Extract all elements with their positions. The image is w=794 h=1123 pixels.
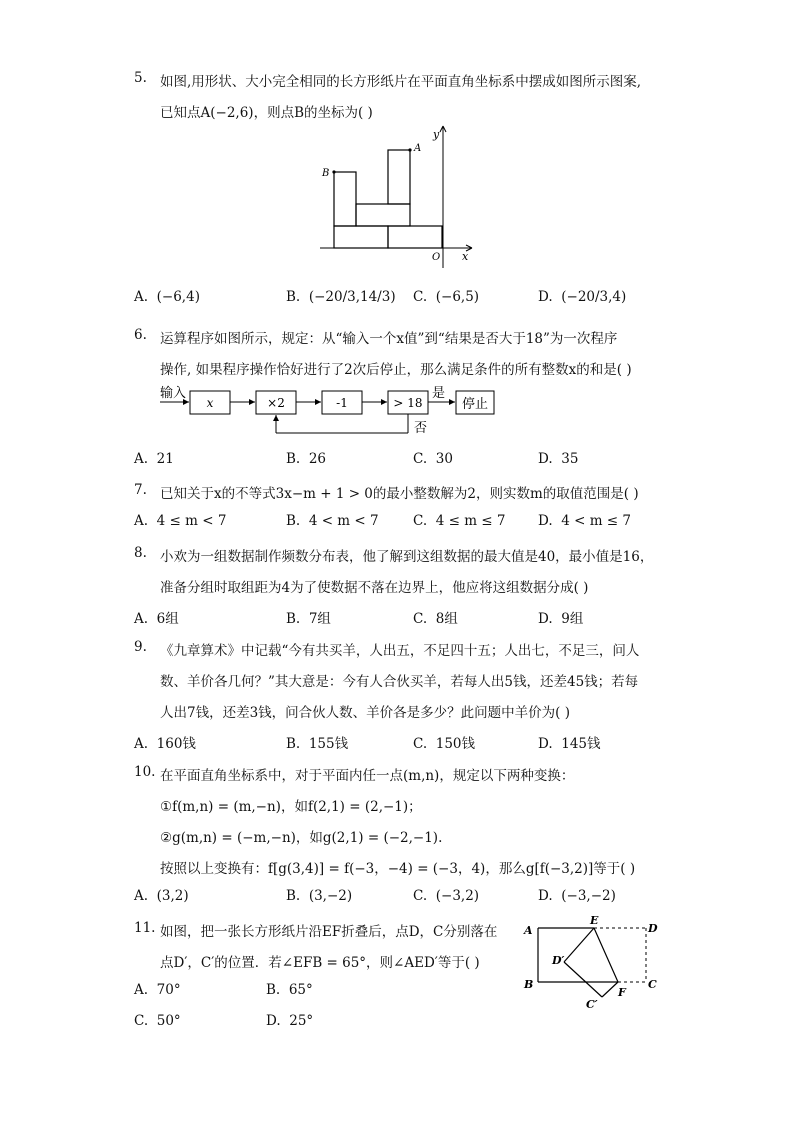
q5-y-axis-label: y	[433, 128, 440, 141]
q11-label-C-prime: C′	[586, 998, 598, 1011]
q7-option-b[interactable]: B. 4 < m < 7	[286, 513, 379, 529]
q8-option-d[interactable]: D. 9组	[538, 611, 584, 627]
q6-flow-yes-label: 是	[432, 386, 446, 401]
q11-label-A: A	[524, 924, 533, 937]
q6-stem-line1: 运算程序如图所示，规定：从“输入一个x值”到“结果是否大于18”为一次程序	[160, 331, 618, 347]
q5-point-B-label: B	[322, 168, 330, 179]
q10-number: 10.	[134, 764, 156, 780]
q6-flow-box-x: x	[206, 396, 214, 410]
q6-flow-box-times2: ×2	[267, 396, 285, 410]
q11-figure	[520, 912, 670, 1012]
q6-stem-line2: 操作, 如果程序操作恰好进行了2次后停止，那么满足条件的所有整数x的和是( )	[160, 362, 632, 378]
q11-label-B: B	[524, 978, 534, 991]
q11-label-E: E	[590, 914, 599, 927]
q5-origin-label: O	[432, 252, 441, 263]
q5-option-c[interactable]: C. (−6,5)	[413, 289, 480, 305]
q5-x-axis-label: x	[462, 250, 469, 263]
q6-option-a[interactable]: A. 21	[134, 451, 174, 467]
q10-option-a[interactable]: A. (3,2)	[134, 888, 189, 904]
q5-option-b[interactable]: B. (−20/3,14/3)	[286, 289, 396, 305]
q7-number: 7.	[134, 482, 147, 498]
q11-option-a[interactable]: A. 70°	[134, 982, 181, 998]
q8-stem-line2: 准备分组时取组距为4为了使数据不落在边界上，他应将这组数据分成( )	[160, 580, 589, 596]
q8-number: 8.	[134, 545, 147, 561]
q9-stem-line2: 数、羊价各几何？”其大意是：今有人合伙买羊，若每人出5钱，还差45钱；若每	[160, 674, 639, 690]
q5-stem-line1: 如图,用形状、大小完全相同的长方形纸片在平面直角坐标系中摆成如图所示图案,	[160, 74, 642, 90]
q6-flow-stop-box: 停止	[461, 397, 489, 412]
q6-option-c[interactable]: C. 30	[413, 451, 453, 467]
q9-option-c[interactable]: C. 150钱	[413, 736, 476, 752]
q11-label-C: C	[648, 978, 657, 991]
q9-stem-line1: 《九章算术》中记载“今有共买羊，人出五，不足四十五；人出七，不足三，问人	[160, 643, 640, 659]
q8-stem-line1: 小欢为一组数据制作频数分布表，他了解到这组数据的最大值是40，最小值是16，	[160, 549, 654, 565]
q9-option-a[interactable]: A. 160钱	[134, 736, 196, 752]
q5-number: 5.	[134, 70, 147, 86]
q7-option-a[interactable]: A. 4 ≤ m < 7	[134, 513, 227, 529]
q7-stem-line1: 已知关于x的不等式3x−m + 1 > 0的最小整数解为2，则实数m的取值范围是( )	[160, 486, 639, 502]
q5-figure	[312, 120, 482, 270]
q10-option-b[interactable]: B. (3,−2)	[286, 888, 353, 904]
q6-option-d[interactable]: D. 35	[538, 451, 579, 467]
q11-option-d[interactable]: D. 25°	[266, 1013, 314, 1029]
q6-flow-box-minus1: -1	[336, 396, 348, 410]
q11-stem-line2: 点D′，C′的位置．若∠EFB = 65°，则∠AED′等于( )	[160, 955, 480, 971]
q8-option-c[interactable]: C. 8组	[413, 611, 458, 627]
q10-stem-line1: 在平面直角坐标系中，对于平面内任一点(m,n)，规定以下两种变换：	[160, 768, 575, 784]
q5-option-a[interactable]: A. (−6,4)	[134, 289, 200, 305]
q6-flow-no-label: 否	[414, 421, 428, 436]
q5-option-d[interactable]: D. (−20/3,4)	[538, 289, 627, 305]
q6-flow-box-gt18: > 18	[393, 396, 423, 410]
q6-flow-input-label: 输入	[160, 386, 187, 401]
q8-option-a[interactable]: A. 6组	[134, 611, 179, 627]
q10-stem-line2: ①f(m,n) = (m,−n)，如f(2,1) = (2,−1)；	[160, 799, 422, 815]
q11-number: 11.	[134, 920, 156, 936]
q11-stem-line1: 如图，把一张长方形纸片沿EF折叠后，点D，C分别落在	[160, 924, 498, 940]
q8-option-b[interactable]: B. 7组	[286, 611, 331, 627]
q6-number: 6.	[134, 327, 147, 343]
q11-option-c[interactable]: C. 50°	[134, 1013, 181, 1029]
q5-point-A-label: A	[414, 143, 422, 154]
q9-number: 9.	[134, 639, 147, 655]
q9-stem-line3: 人出7钱，还差3钱，问合伙人数、羊价各是多少？此问题中羊价为( )	[160, 705, 571, 721]
q11-option-b[interactable]: B. 65°	[266, 982, 313, 998]
q10-option-d[interactable]: D. (−3,−2)	[538, 888, 616, 904]
q5-stem-line2: 已知点A(−2,6)，则点B的坐标为( )	[160, 105, 373, 121]
q6-flowchart	[158, 380, 508, 440]
q10-option-c[interactable]: C. (−3,2)	[413, 888, 480, 904]
q6-option-b[interactable]: B. 26	[286, 451, 326, 467]
q7-option-c[interactable]: C. 4 ≤ m ≤ 7	[413, 513, 506, 529]
q7-option-d[interactable]: D. 4 < m ≤ 7	[538, 513, 632, 529]
q11-label-F: F	[618, 986, 626, 999]
q11-label-D: D	[648, 922, 658, 935]
q10-stem-line3: ②g(m,n) = (−m,−n)，如g(2,1) = (−2,−1).	[160, 830, 443, 846]
q9-option-d[interactable]: D. 145钱	[538, 736, 601, 752]
q11-label-D-prime: D′	[552, 954, 565, 967]
q9-option-b[interactable]: B. 155钱	[286, 736, 349, 752]
q10-stem-line4: 按照以上变换有：f[g(3,4)] = f(−3，−4) = (−3，4)，那么g[f(−3,2)]等于( )	[160, 861, 636, 877]
